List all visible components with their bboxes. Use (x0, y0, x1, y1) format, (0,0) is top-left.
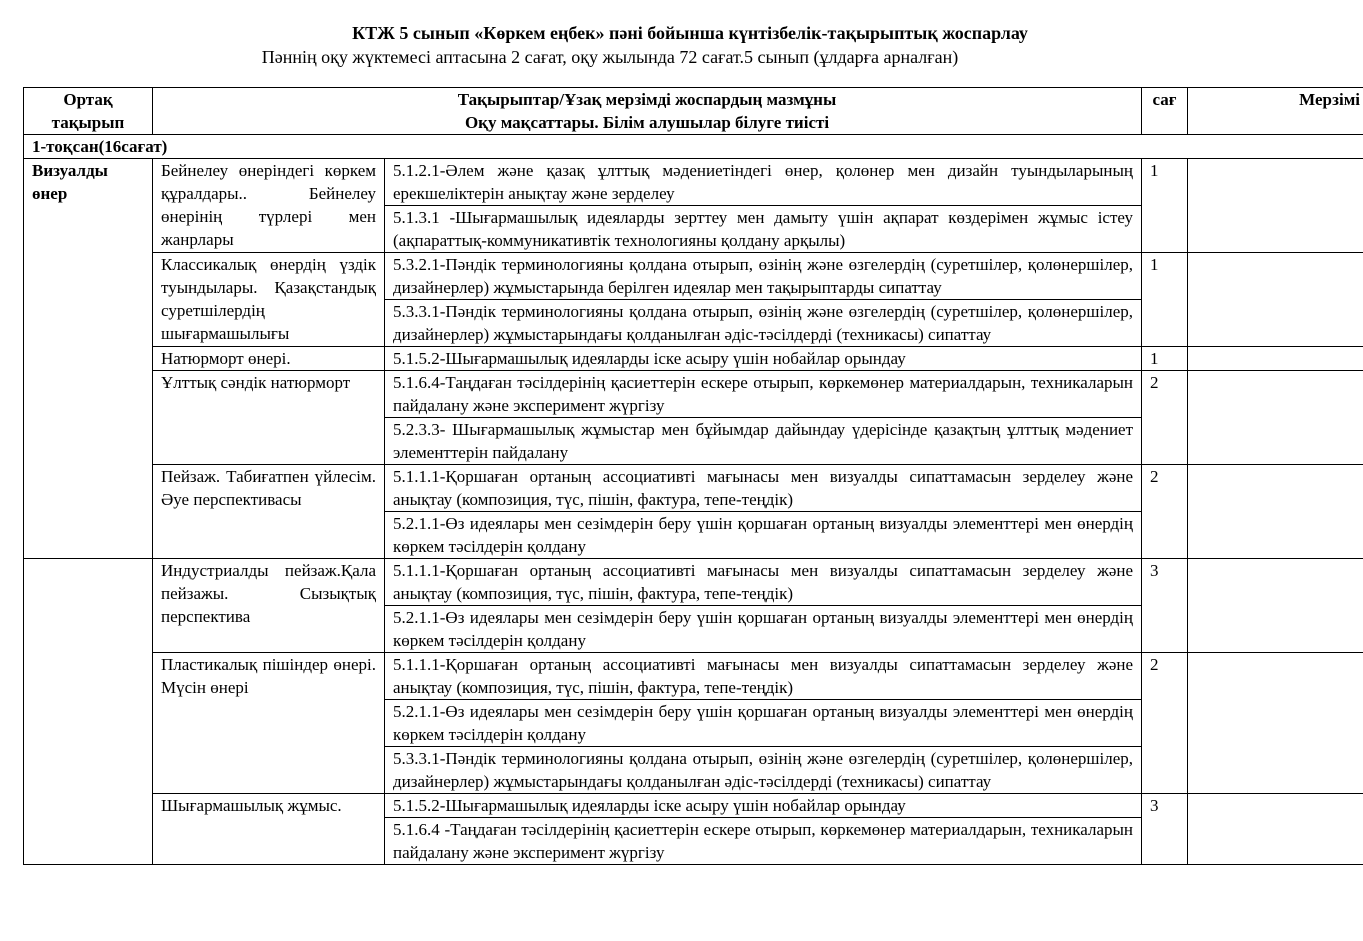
date-cell (1188, 371, 1363, 465)
topic-cell: Натюрморт өнері. (153, 347, 385, 371)
topic-cell: Пластикалық пішіндер өнері. Мүсін өнері (153, 653, 385, 794)
topic-cell: Шығармашылық жұмыс. (153, 794, 385, 865)
header-hours: сағ (1142, 88, 1188, 135)
objective-cell: 5.3.3.1-Пәндік терминологияны қолдана отырып, өзінің және өзгелердің (суретшілер, қолөнершілер, дизайнерлер) жұмыстарындағы қолданылған әдіс-тәсілдерді (техникасы) сипаттау (385, 300, 1142, 347)
objective-cell: 5.3.2.1-Пәндік терминологияны қолдана отырып, өзінің және өзгелердің (суретшілер, қолөнершілер, дизайнерлер) жұмыстарында берілген идеялар мен тақырыптарды сипаттау (385, 253, 1142, 300)
header-content-line2: Оқу мақсаттары. Білім алушылар білуге тиісті (464, 113, 830, 132)
document-title: КТЖ 5 сынып «Көркем еңбек» пәні бойынша күнтізбелік-тақырыптық жоспарлау (352, 23, 1028, 43)
plan-table-body (24, 88, 1363, 865)
common-topic-cell (24, 559, 153, 865)
header-date (1188, 88, 1363, 135)
objective-cell: 5.1.1.1-Қоршаған ортаның ассоциативті мағынасы мен визуалды сипаттамасын зерделеу және анықтау (композиция, түс, пішін, фактура, тепе-теңдік) (385, 465, 1142, 512)
objective-cell: 5.2.1.1-Өз идеялары мен сезімдерін беру үшін қоршаған ортаның визуалды элементтері мен өнердің көркем тәсілдерін қолдану (385, 512, 1142, 559)
date-cell (1188, 559, 1363, 653)
objective-cell: 5.1.6.4-Таңдаған тәсілдерінің қасиеттерін ескере отырып, көркемөнер материалдарын, техникаларын пайдалану және эксперимент жүргізу (385, 371, 1142, 418)
topic-cell: Классикалық өнердің үздік туындылары. Қазақстандық суретшілердің шығармашылығы (153, 253, 385, 347)
table-row (24, 159, 1363, 206)
topic-cell: Пейзаж. Табиғатпен үйлесім. Әуе перспективасы (153, 465, 385, 559)
table-row (24, 347, 1363, 371)
header-content-line1: Тақырыптар/Ұзақ мерзімді жоспардың мазмұны (457, 90, 837, 109)
objective-cell: 5.2.1.1-Өз идеялары мен сезімдерін беру үшін қоршаған ортаның визуалды элементтері мен өнердің көркем тәсілдерін қолдану (385, 606, 1142, 653)
date-cell (1188, 465, 1363, 559)
quarter-label: 1-тоқсан(16сағат) (24, 135, 1363, 159)
objective-cell: 5.3.3.1-Пәндік терминологияны қолдана отырып, өзінің және өзгелердің (суретшілер, қолөнершілер, дизайнерлер) жұмыстарындағы қолданылған әдіс-тәсілдерді (техникасы) сипаттау (385, 747, 1142, 794)
objective-cell: 5.2.3.3- Шығармашылық жұмыстар мен бұйымдар дайындау үдерісінде қазақтың ұлттық мәдениет элементтерін пайдалану (385, 418, 1142, 465)
hours-cell: 1 (1142, 253, 1188, 347)
objective-cell: 5.1.1.1-Қоршаған ортаның ассоциативті мағынасы мен визуалды сипаттамасын зерделеу және анықтау (композиция, түс, пішін, фактура, тепе-теңдік) (385, 653, 1142, 700)
objective-cell: 5.1.5.2-Шығармашылық идеяларды іске асыру үшін нобайлар орындау (385, 347, 1142, 371)
objective-cell: 5.1.1.1-Қоршаған ортаның ассоциативті мағынасы мен визуалды сипаттамасын зерделеу және анықтау (композиция, түс, пішін, фактура, тепе-теңдік) (385, 559, 1142, 606)
table-row (24, 465, 1363, 512)
table-row (24, 559, 1363, 606)
objective-cell: 5.1.2.1-Әлем және қазақ ұлттық мәдениетіндегі өнер, қолөнер мен дизайн туындыларының ерекшеліктерін анықтау және зерделеу (385, 159, 1142, 206)
hours-cell: 1 (1142, 347, 1188, 371)
objective-cell: 5.1.3.1 -Шығармашылық идеяларды зерттеу мен дамыту үшін ақпарат көздерімен жұмыс істеу (ақпараттық-коммуникативтік технологияны қолдану арқылы) (385, 206, 1142, 253)
objective-cell: 5.1.5.2-Шығармашылық идеяларды іске асыру үшін нобайлар орындау (385, 794, 1142, 818)
topic-cell: Ұлттық сәндік натюрморт (153, 371, 385, 465)
date-cell (1188, 253, 1363, 347)
date-cell (1188, 347, 1363, 371)
date-cell (1188, 794, 1363, 865)
hours-cell: 2 (1142, 653, 1188, 794)
date-cell (1188, 159, 1363, 253)
table-row (24, 794, 1363, 818)
table-row (24, 253, 1363, 300)
header-common-topic: Ортақ тақырып (24, 88, 153, 135)
quarter-row (24, 135, 1363, 159)
common-topic-cell: Визуалды өнер (24, 159, 153, 559)
header-content (153, 88, 1142, 135)
objective-cell: 5.2.1.1-Өз идеялары мен сезімдерін беру үшін қоршаған ортаның визуалды элементтері мен өнердің көркем тәсілдерін қолдану (385, 700, 1142, 747)
hours-cell: 3 (1142, 794, 1188, 865)
topic-cell: Бейнелеу өнеріндегі көркем құралдары.. Бейнелеу өнерінің түрлері мен жанрлары (153, 159, 385, 253)
hours-cell: 2 (1142, 465, 1188, 559)
date-cell (1188, 653, 1363, 794)
hours-cell: 3 (1142, 559, 1188, 653)
topic-cell: Индустриалды пейзаж.Қала пейзажы. Сызықтық перспектива (153, 559, 385, 653)
hours-cell: 2 (1142, 371, 1188, 465)
hours-cell: 1 (1142, 159, 1188, 253)
plan-table (23, 87, 1363, 865)
table-row (24, 653, 1363, 700)
objective-cell: 5.1.6.4 -Таңдаған тәсілдерінің қасиеттерін ескере отырып, көркемөнер материалдарын, техникаларын пайдалану және эксперимент жүргізу (385, 818, 1142, 865)
table-row (24, 371, 1363, 418)
header-row (24, 88, 1363, 135)
header-date-text: Мерзімі (1299, 90, 1361, 109)
document-subtitle: Пәннің оқу жүктемесі аптасына 2 сағат, оқу жылында 72 сағат.5 сынып (ұлдарға арналған) (261, 47, 959, 67)
